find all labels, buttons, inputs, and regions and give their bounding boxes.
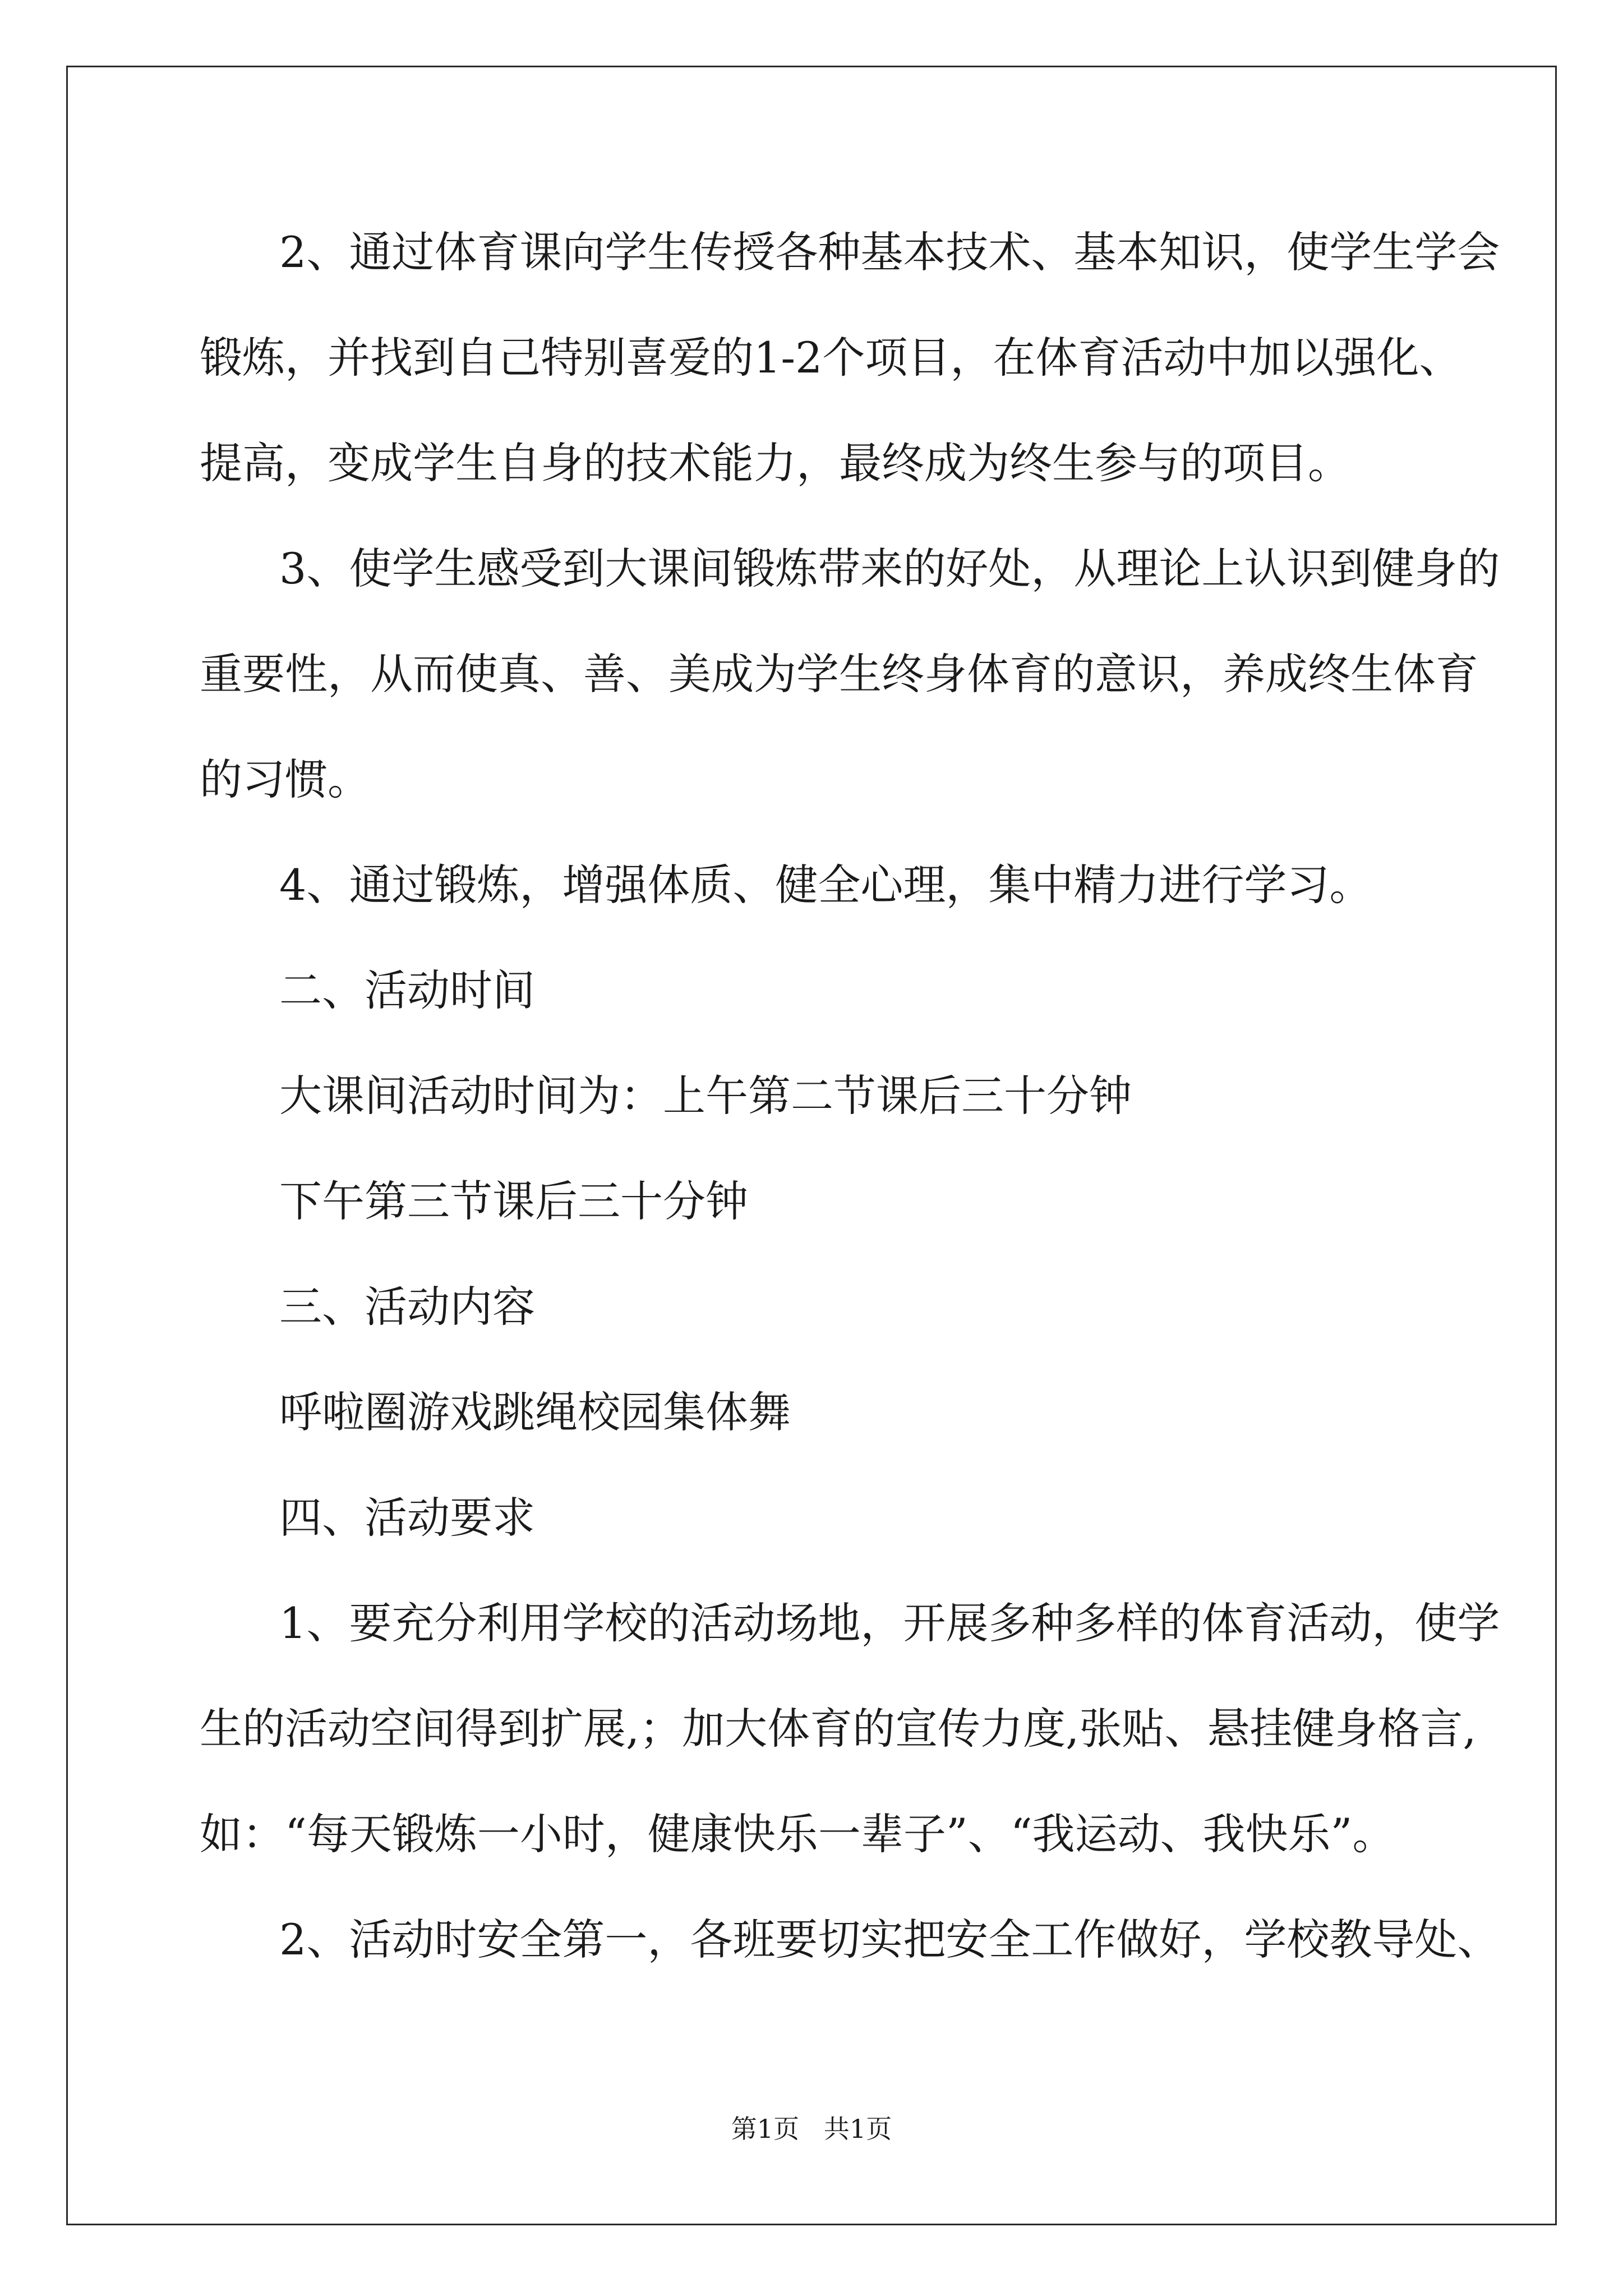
paragraph-line: 呼啦圈游戏跳绳校园集体舞 [279,1387,791,1437]
paragraph-line: 提高，变成学生自身的技术能力，最终成为终生参与的项目。 [200,438,1350,488]
paragraph-line: 2、活动时安全第一，各班要切实把安全工作做好，学校教导处、 [279,1915,1500,1964]
paragraph-line: 4、通过锻炼，增强体质、健全心理，集中精力进行学习。 [279,860,1372,910]
paragraph-line: 下午第三节课后三十分钟 [279,1176,748,1226]
section-heading: 二、活动时间 [279,965,535,1015]
paragraph-line: 3、使学生感受到大课间锻炼带来的好处，从理论上认识到健身的 [279,544,1500,593]
page-border [66,66,1557,2225]
page-footer: 第1页 共1页 [731,2114,892,2144]
paragraph-line: 的习惯。 [200,754,370,804]
section-heading: 四、活动要求 [279,1493,535,1543]
paragraph-line: 大课间活动时间为：上午第二节课后三十分钟 [279,1071,1132,1121]
paragraph-line: 锻炼，并找到自己特别喜爱的1-2个项目，在体育活动中加以强化、 [200,333,1462,383]
paragraph-line: 如：“每天锻炼一小时，健康快乐一辈子”、“我运动、我快乐”。 [200,1809,1395,1859]
paragraph-line: 2、通过体育课向学生传授各种基本技术、基本知识，使学生学会 [279,227,1500,277]
paragraph-line: 重要性，从而使真、善、美成为学生终身体育的意识，养成终生体育 [200,649,1478,699]
section-heading: 三、活动内容 [279,1282,535,1332]
paragraph-line: 1、要充分利用学校的活动场地，开展多种多样的体育活动，使学 [279,1598,1500,1648]
paragraph-line: 生的活动空间得到扩展,；加大体育的宣传力度,张贴、悬挂健身格言, [200,1704,1477,1754]
